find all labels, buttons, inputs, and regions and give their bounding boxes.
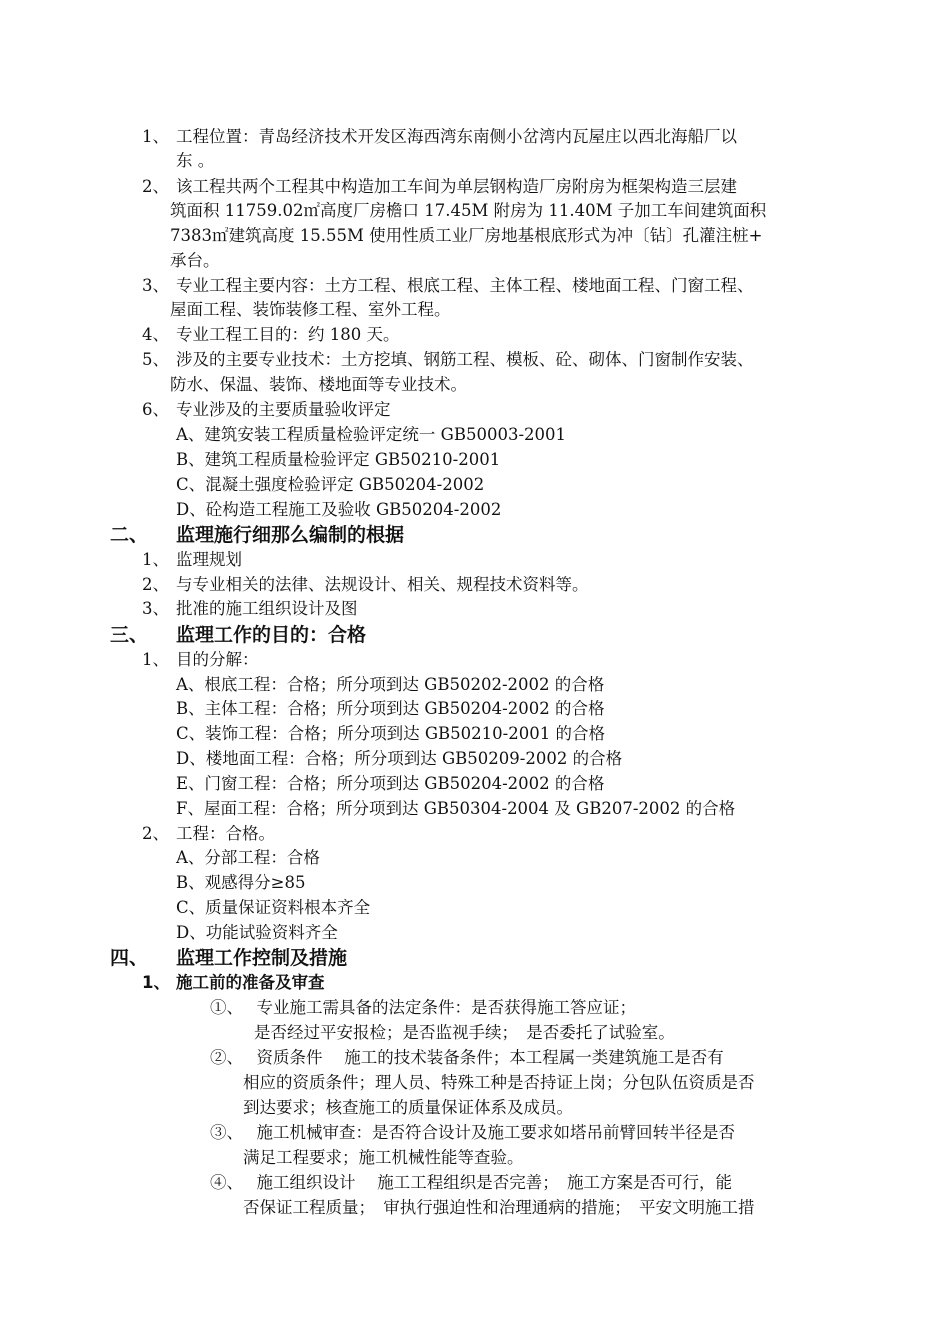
goal-item: B、主体工程：合格；所分项到达 GB50204-2002 的合格	[176, 699, 605, 718]
list-item: 3、 专业工程主要内容：土方工程、根底工程、主体工程、楼地面工程、门窗工程、	[142, 276, 754, 295]
standard-item: B、建筑工程质量检验评定 GB50210-2001	[176, 450, 501, 469]
standard-item: A、建筑安装工程质量检验评定统一 GB50003-2001	[176, 425, 567, 444]
section-heading: 三、 监理工作的目的：合格	[110, 624, 367, 646]
standard-item: D、砼构造工程施工及验收 GB50204-2002	[176, 500, 502, 519]
paragraph-line: ②、 资质条件 施工的技术装备条件；本工程属一类建筑施工是否有	[210, 1048, 724, 1067]
paragraph-line: 到达要求；核查施工的质量保证体系及成员。	[243, 1098, 573, 1117]
list-item-continuation: 屋面工程、装饰装修工程、室外工程。	[170, 300, 451, 319]
section-heading: 二、 监理施行细那么编制的根据	[110, 524, 405, 546]
paragraph-line: ①、 专业施工需具备的法定条件：是否获得施工答应证；	[210, 998, 636, 1017]
paragraph-line: 否保证工程质量； 审执行强迫性和治理通病的措施； 平安文明施工措	[243, 1198, 755, 1217]
criteria-item: B、观感得分≥85	[176, 873, 306, 892]
goal-item: E、门窗工程：合格；所分项到达 GB50204-2002 的合格	[176, 774, 605, 793]
criteria-item: A、分部工程：合格	[176, 848, 320, 867]
list-item: 4、 专业工程工目的：约 180 天。	[142, 325, 400, 344]
list-item: 1、 工程位置：青岛经济技术开发区海西湾东南侧小岔湾内瓦屋庄以西北海船厂以	[142, 127, 737, 146]
criteria-item: D、功能试验资料齐全	[176, 923, 338, 942]
goal-item: A、根底工程：合格；所分项到达 GB50202-2002 的合格	[176, 675, 605, 694]
paragraph-line: 满足工程要求；施工机械性能等查验。	[243, 1148, 524, 1167]
section-heading: 四、 监理工作控制及措施	[110, 947, 348, 969]
list-item-continuation: 7383㎡建筑高度 15.55M 使用性质工业厂房地基根底形式为冲〔钻〕孔灌注桩+	[170, 226, 763, 245]
list-item: 3、 批准的施工组织设计及图	[142, 599, 358, 618]
goal-item: D、楼地面工程：合格；所分项到达 GB50209-2002 的合格	[176, 749, 623, 768]
list-item-continuation: 承台。	[170, 251, 220, 270]
list-item: 6、 专业涉及的主要质量验收评定	[142, 400, 391, 419]
goal-item: C、装饰工程：合格；所分项到达 GB50210-2001 的合格	[176, 724, 605, 743]
list-item-continuation: 防水、保温、装饰、楼地面等专业技术。	[170, 375, 467, 394]
list-item: 5、 涉及的主要专业技术：土方挖填、钢筋工程、模板、砼、砌体、门窗制作安装、	[142, 350, 754, 369]
goal-item: F、屋面工程：合格；所分项到达 GB50304-2004 及 GB207-2002 的合格	[176, 799, 736, 818]
standard-item: C、混凝土强度检验评定 GB50204-2002	[176, 475, 485, 494]
list-item: 2、 工程：合格。	[142, 824, 275, 843]
paragraph-line: ④、 施工组织设计 施工工程组织是否完善； 施工方案是否可行，能	[210, 1173, 732, 1192]
list-item-continuation: 东 。	[176, 151, 215, 170]
list-item: 2、 与专业相关的法律、法规设计、相关、规程技术资料等。	[142, 575, 589, 594]
criteria-item: C、质量保证资料根本齐全	[176, 898, 371, 917]
subsection-heading: 1、 施工前的准备及审查	[142, 973, 325, 992]
list-item: 1、 目的分解：	[142, 650, 259, 669]
paragraph-line: 相应的资质条件；理人员、特殊工种是否持证上岗；分包队伍资质是否	[243, 1073, 755, 1092]
paragraph-line: ③、 施工机械审查：是否符合设计及施工要求如塔吊前臂回转半径是否	[210, 1123, 735, 1142]
paragraph-line: 是否经过平安报检；是否监视手续； 是否委托了试验室。	[254, 1023, 675, 1042]
list-item-continuation: 筑面积 11759.02㎡高度厂房檐口 17.45M 附房为 11.40M 子加工车间建筑面积	[170, 201, 767, 220]
list-item: 2、 该工程共两个工程其中构造加工车间为单层钢构造厂房附房为框架构造三层建	[142, 177, 737, 196]
list-item: 1、 监理规划	[142, 550, 242, 569]
